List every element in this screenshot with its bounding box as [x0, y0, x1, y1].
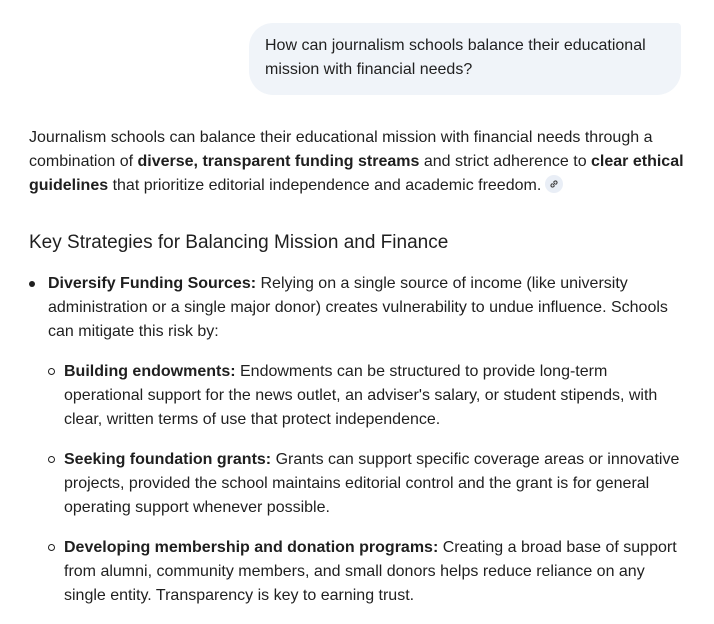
bullet-circle: [48, 544, 55, 551]
sub-list-item: [48, 448, 689, 520]
bullet-circle: [48, 456, 55, 463]
sub-item-text: Endowments can be structured to provide long-term operational support for the news outlet, an adviser's salary, or student stipends, with clear, written terms of use that protect independence.: [64, 363, 658, 428]
user-message-text: How can journalism schools balance their educational mission with financial needs?: [265, 37, 646, 78]
intro-bold-2: clear ethical guidelines: [29, 153, 684, 194]
assistant-response: [29, 126, 689, 604]
sub-item-title: Building endowments:: [64, 363, 236, 380]
intro-text-2: and strict adherence to: [419, 153, 592, 170]
sub-item-text: Grants can support specific coverage areas or innovative projects, provided the school maintains editorial control and the grant is for general operating support whenever possible.: [64, 451, 680, 516]
sub-list: [48, 360, 689, 608]
link-icon: [549, 179, 559, 189]
sub-list-item: [48, 360, 689, 432]
list-item: [29, 272, 689, 608]
intro-text-3: that prioritize editorial independence and academic freedom.: [108, 177, 542, 194]
sub-item-title: Seeking foundation grants:: [64, 451, 272, 468]
intro-text-1: Journalism schools can balance their educational mission with financial needs through a combination of: [29, 129, 653, 170]
intro-bold-1: diverse, transparent funding streams: [137, 153, 420, 170]
sub-list-item: [48, 536, 689, 608]
sub-item-title: Developing membership and donation programs:: [64, 539, 439, 556]
bullet-circle: [48, 368, 55, 375]
user-message-bubble: [249, 23, 681, 95]
response-intro: [29, 126, 689, 198]
bullet-disc: [29, 281, 35, 287]
sub-item-text: Creating a broad base of support from alumni, community members, and small donors helps reduce reliance on any single entity. Transparency is key to earning trust.: [64, 539, 677, 604]
section-heading: Key Strategies for Balancing Mission and Finance: [29, 232, 449, 253]
bullet-title: Diversify Funding Sources:: [48, 275, 257, 292]
strategy-list: [29, 272, 689, 624]
bullet-text: Relying on a single source of income (like university administration or a single major donor) creates vulnerability to undue influence. Schools can mitigate this risk by:: [48, 275, 668, 340]
source-link-button[interactable]: [545, 175, 563, 193]
intro-paragraph: [29, 126, 689, 198]
